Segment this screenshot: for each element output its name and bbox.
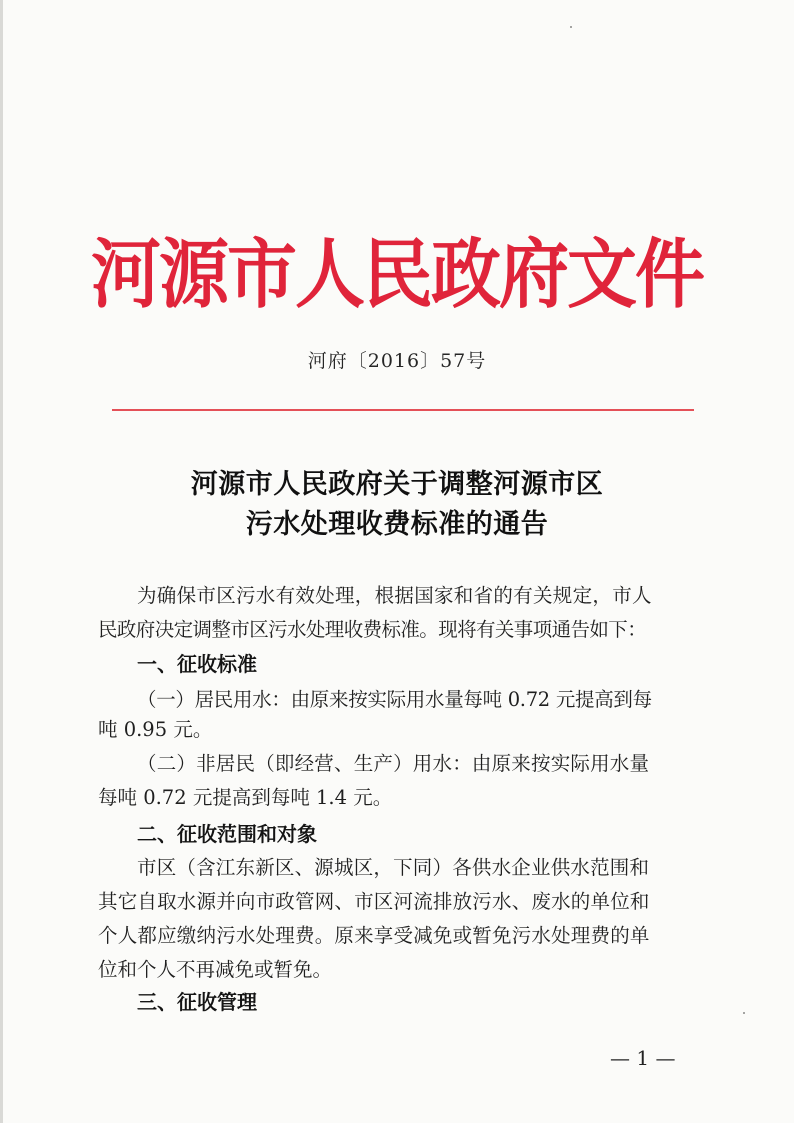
item-1-line-1: （一）居民用水：由原来按实际用水量每吨 0.72 元提高到每 [137, 688, 652, 711]
section-heading-3: 三、征收管理 [137, 990, 257, 1014]
section-2-line-2: 其它自取水源并向市政管网、市区河流排放污水、废水的单位和 [98, 890, 650, 913]
section-heading-1: 一、征收标准 [137, 652, 257, 676]
document-title-line-1: 河源市人民政府关于调整河源市区 [190, 469, 604, 500]
document-title-line-2: 污水处理收费标准的通告 [245, 509, 549, 540]
section-2-line-3: 个人都应缴纳污水处理费。原来享受减免或暂免污水处理费的单 [98, 924, 650, 947]
scan-speck [743, 1012, 745, 1014]
page-number: — 1 — [610, 1046, 676, 1070]
scan-speck [570, 26, 572, 28]
section-heading-2: 二、征收范围和对象 [137, 822, 317, 846]
section-2-line-1: 市区（含江东新区、源城区，下同）各供水企业供水范围和 [137, 856, 650, 879]
document-masthead: 河源市人民政府文件 [91, 229, 703, 319]
item-1-line-2: 吨 0.95 元。 [98, 718, 213, 741]
document-number: 河府〔2016〕57号 [307, 350, 487, 372]
intro-line-1: 为确保市区污水有效处理，根据国家和省的有关规定，市人 [137, 584, 652, 607]
section-2-line-4: 位和个人不再减免或暂免。 [98, 958, 333, 981]
intro-line-2: 民政府决定调整市区污水处理收费标准。现将有关事项通告如下： [98, 618, 647, 641]
red-divider-line [112, 409, 694, 411]
scan-edge [0, 0, 3, 1123]
item-2-line-2: 每吨 0.72 元提高到每吨 1.4 元。 [98, 786, 393, 809]
item-2-line-1: （二）非居民（即经营、生产）用水：由原来按实际用水量 [137, 752, 650, 775]
